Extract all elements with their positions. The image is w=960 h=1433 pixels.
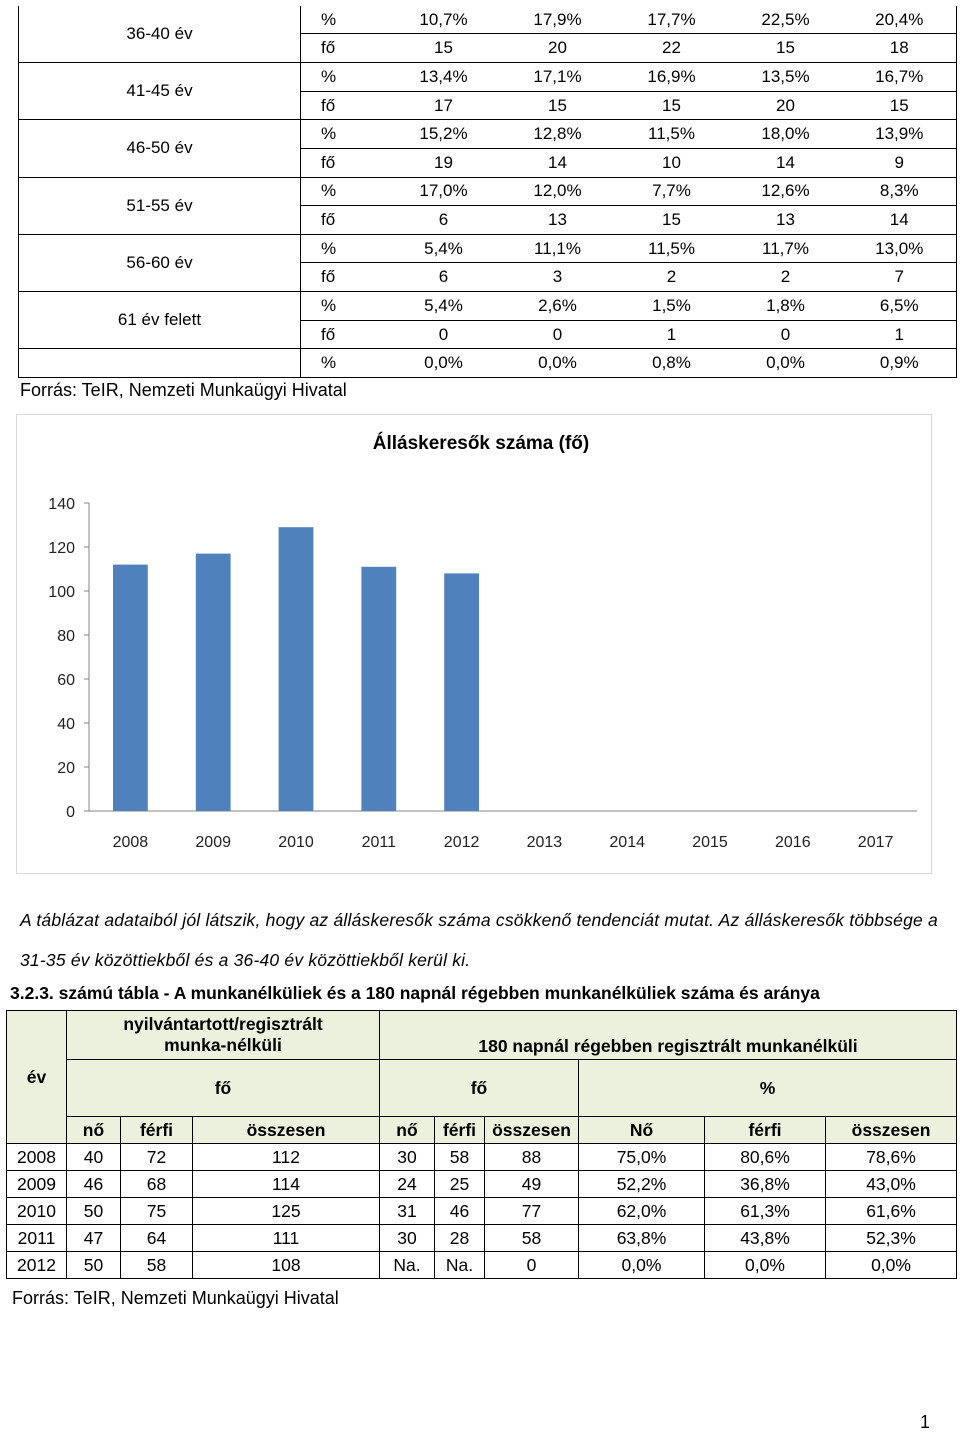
data-cell: 30 bbox=[380, 1144, 435, 1171]
data-cell: 47 bbox=[67, 1225, 121, 1252]
y-tick-label: 40 bbox=[57, 716, 75, 733]
value-cell: 17,0% bbox=[387, 177, 501, 206]
x-tick-label: 2013 bbox=[526, 834, 563, 851]
x-tick-label: 2016 bbox=[775, 834, 811, 851]
y-tick-label: 140 bbox=[48, 496, 75, 513]
job-seekers-chart bbox=[16, 414, 932, 874]
data-cell: 52,3% bbox=[826, 1225, 957, 1252]
value-cell: 12,0% bbox=[501, 177, 615, 206]
long-term-header: 180 napnál régebben regisztrált munkanélküli bbox=[380, 1011, 957, 1060]
value-cell: 20,4% bbox=[843, 6, 957, 34]
value-cell: 20 bbox=[501, 34, 615, 63]
value-cell: 12,8% bbox=[501, 120, 615, 149]
data-cell: 0 bbox=[485, 1252, 579, 1279]
unit-cell: fő bbox=[301, 91, 387, 120]
value-cell: 11,5% bbox=[615, 120, 729, 149]
age-group-label: 56-60 év bbox=[19, 234, 301, 291]
value-cell: 17,9% bbox=[501, 6, 615, 34]
value-cell: 15 bbox=[615, 206, 729, 235]
bar-2010 bbox=[279, 527, 314, 811]
value-cell: 15 bbox=[729, 34, 843, 63]
unemployed-table-source: Forrás: TeIR, Nemzeti Munkaügyi Hivatal bbox=[12, 1288, 339, 1308]
data-cell: 52,2% bbox=[579, 1171, 705, 1198]
value-cell: 10,7% bbox=[387, 6, 501, 34]
value-cell: 2 bbox=[615, 263, 729, 292]
data-cell: Na. bbox=[435, 1252, 485, 1279]
data-cell: 61,6% bbox=[826, 1198, 957, 1225]
age-table-row bbox=[19, 349, 957, 378]
unit-cell: % bbox=[301, 234, 387, 263]
data-cell: 50 bbox=[67, 1198, 121, 1225]
unit-cell: % bbox=[301, 292, 387, 321]
data-cell: 0,0% bbox=[705, 1252, 826, 1279]
value-cell: 15,2% bbox=[387, 120, 501, 149]
table-row bbox=[7, 1198, 957, 1225]
value-cell: 1 bbox=[615, 320, 729, 349]
value-cell: 1 bbox=[843, 320, 957, 349]
data-cell: 62,0% bbox=[579, 1198, 705, 1225]
value-cell: 17,7% bbox=[615, 6, 729, 34]
year-cell: 2008 bbox=[7, 1144, 67, 1171]
value-cell: 0,8% bbox=[615, 349, 729, 378]
value-cell: 12,6% bbox=[729, 177, 843, 206]
column-header: férfi bbox=[435, 1117, 485, 1144]
data-cell: 46 bbox=[435, 1198, 485, 1225]
age-table-row bbox=[19, 234, 957, 263]
value-cell: 20 bbox=[729, 91, 843, 120]
value-cell: 14 bbox=[843, 206, 957, 235]
y-tick-label: 0 bbox=[66, 804, 75, 821]
data-cell: 25 bbox=[435, 1171, 485, 1198]
age-group-label: 51-55 év bbox=[19, 177, 301, 234]
chart-title: Álláskeresők száma (fő) bbox=[372, 433, 590, 454]
x-tick-label: 2011 bbox=[361, 834, 397, 851]
data-cell: 111 bbox=[193, 1225, 380, 1252]
data-cell: 78,6% bbox=[826, 1144, 957, 1171]
registered-header: nyilvántartott/regisztrált munka-nélküli bbox=[67, 1011, 380, 1060]
age-group-label: 61 év felett bbox=[19, 292, 301, 349]
data-cell: 114 bbox=[193, 1171, 380, 1198]
value-cell: 0 bbox=[729, 320, 843, 349]
y-tick-label: 60 bbox=[57, 672, 75, 689]
value-cell: 15 bbox=[615, 91, 729, 120]
value-cell: 14 bbox=[501, 148, 615, 177]
unit-fo-1: fő bbox=[67, 1060, 380, 1117]
column-header: férfi bbox=[705, 1117, 826, 1144]
value-cell: 11,1% bbox=[501, 234, 615, 263]
data-cell: 77 bbox=[485, 1198, 579, 1225]
value-cell: 13,9% bbox=[843, 120, 957, 149]
value-cell: 18,0% bbox=[729, 120, 843, 149]
x-tick-label: 2017 bbox=[857, 834, 894, 851]
bar-2012 bbox=[444, 573, 479, 811]
bar-2008 bbox=[113, 565, 148, 811]
value-cell: 14 bbox=[729, 148, 843, 177]
unit-cell: % bbox=[301, 349, 387, 378]
age-group-table bbox=[18, 6, 956, 378]
analysis-paragraph: A táblázat adataiból jól látszik, hogy az álláskeresők száma csökkenő tendenciát mutat. Az álláskeresők többsége a 31-35 év közöttiekből és a 36-40 év közöttiekből kerül ki. bbox=[20, 910, 938, 970]
year-cell: 2012 bbox=[7, 1252, 67, 1279]
age-group-label: 46-50 év bbox=[19, 120, 301, 177]
x-tick-label: 2014 bbox=[609, 834, 645, 851]
data-cell: 88 bbox=[485, 1144, 579, 1171]
age-table-row bbox=[19, 6, 957, 34]
value-cell: 2,6% bbox=[501, 292, 615, 321]
value-cell: 0 bbox=[387, 320, 501, 349]
value-cell: 15 bbox=[501, 91, 615, 120]
data-cell: 108 bbox=[193, 1252, 380, 1279]
data-cell: 64 bbox=[121, 1225, 193, 1252]
column-header: összesen bbox=[485, 1117, 579, 1144]
value-cell: 1,8% bbox=[729, 292, 843, 321]
unit-cell: fő bbox=[301, 34, 387, 63]
value-cell: 17 bbox=[387, 91, 501, 120]
data-cell: 61,3% bbox=[705, 1198, 826, 1225]
data-cell: 24 bbox=[380, 1171, 435, 1198]
value-cell: 13,4% bbox=[387, 63, 501, 92]
value-cell: 16,9% bbox=[615, 63, 729, 92]
year-cell: 2010 bbox=[7, 1198, 67, 1225]
value-cell: 5,4% bbox=[387, 292, 501, 321]
age-group-table-grid bbox=[18, 6, 957, 378]
value-cell: 5,4% bbox=[387, 234, 501, 263]
data-cell: Na. bbox=[380, 1252, 435, 1279]
data-cell: 68 bbox=[121, 1171, 193, 1198]
y-tick-label: 80 bbox=[57, 628, 75, 645]
data-cell: 36,8% bbox=[705, 1171, 826, 1198]
column-header: férfi bbox=[121, 1117, 193, 1144]
column-header: összesen bbox=[193, 1117, 380, 1144]
value-cell: 8,3% bbox=[843, 177, 957, 206]
data-cell: 58 bbox=[121, 1252, 193, 1279]
unit-percent: % bbox=[579, 1060, 957, 1117]
value-cell: 7 bbox=[843, 263, 957, 292]
y-tick-label: 100 bbox=[48, 584, 75, 601]
value-cell: 15 bbox=[387, 34, 501, 63]
value-cell: 0,0% bbox=[387, 349, 501, 378]
column-header: összesen bbox=[826, 1117, 957, 1144]
value-cell: 16,7% bbox=[843, 63, 957, 92]
unit-cell: fő bbox=[301, 263, 387, 292]
data-cell: 31 bbox=[380, 1198, 435, 1225]
unit-cell: % bbox=[301, 177, 387, 206]
age-table-source: Forrás: TeIR, Nemzeti Munkaügyi Hivatal bbox=[20, 380, 347, 400]
data-cell: 112 bbox=[193, 1144, 380, 1171]
value-cell: 6 bbox=[387, 263, 501, 292]
age-group-label-empty bbox=[19, 349, 301, 378]
value-cell: 10 bbox=[615, 148, 729, 177]
value-cell: 6,5% bbox=[843, 292, 957, 321]
data-cell: 125 bbox=[193, 1198, 380, 1225]
data-cell: 0,0% bbox=[579, 1252, 705, 1279]
data-cell: 0,0% bbox=[826, 1252, 957, 1279]
age-table-row bbox=[19, 292, 957, 321]
column-header: Nő bbox=[579, 1117, 705, 1144]
value-cell: 17,1% bbox=[501, 63, 615, 92]
column-header: nő bbox=[67, 1117, 121, 1144]
age-table-row bbox=[19, 120, 957, 149]
age-group-label: 36-40 év bbox=[19, 6, 301, 63]
page-number: 1 bbox=[919, 1412, 930, 1432]
value-cell: 13 bbox=[501, 206, 615, 235]
unit-fo-2: fő bbox=[380, 1060, 579, 1117]
y-tick-label: 120 bbox=[48, 540, 75, 557]
x-tick-label: 2012 bbox=[443, 834, 480, 851]
table-row bbox=[7, 1171, 957, 1198]
x-tick-label: 2009 bbox=[195, 834, 231, 851]
value-cell: 13,5% bbox=[729, 63, 843, 92]
year-header: év bbox=[7, 1011, 67, 1144]
value-cell: 19 bbox=[387, 148, 501, 177]
value-cell: 9 bbox=[843, 148, 957, 177]
value-cell: 6 bbox=[387, 206, 501, 235]
unemployed-table-grid bbox=[6, 1010, 957, 1279]
table-row bbox=[7, 1252, 957, 1279]
value-cell: 11,7% bbox=[729, 234, 843, 263]
value-cell: 15 bbox=[843, 91, 957, 120]
data-cell: 80,6% bbox=[705, 1144, 826, 1171]
data-cell: 43,0% bbox=[826, 1171, 957, 1198]
value-cell: 0,0% bbox=[501, 349, 615, 378]
x-tick-label: 2010 bbox=[278, 834, 314, 851]
data-cell: 72 bbox=[121, 1144, 193, 1171]
unit-cell: % bbox=[301, 120, 387, 149]
data-cell: 58 bbox=[485, 1225, 579, 1252]
table-row bbox=[7, 1144, 957, 1171]
value-cell: 22 bbox=[615, 34, 729, 63]
age-table-row bbox=[19, 63, 957, 92]
data-cell: 49 bbox=[485, 1171, 579, 1198]
value-cell: 13,0% bbox=[843, 234, 957, 263]
data-cell: 50 bbox=[67, 1252, 121, 1279]
unit-cell: fő bbox=[301, 320, 387, 349]
data-cell: 28 bbox=[435, 1225, 485, 1252]
table-caption: 3.2.3. számú tábla - A munkanélküliek és a 180 napnál régebben munkanélküliek száma és aránya bbox=[10, 983, 820, 1003]
bar-2011 bbox=[361, 567, 396, 811]
data-cell: 58 bbox=[435, 1144, 485, 1171]
value-cell: 3 bbox=[501, 263, 615, 292]
bar-2009 bbox=[196, 554, 231, 811]
data-cell: 75,0% bbox=[579, 1144, 705, 1171]
data-cell: 43,8% bbox=[705, 1225, 826, 1252]
value-cell: 0,9% bbox=[843, 349, 957, 378]
data-cell: 46 bbox=[67, 1171, 121, 1198]
value-cell: 7,7% bbox=[615, 177, 729, 206]
job-seekers-chart-svg bbox=[17, 415, 931, 873]
year-cell: 2009 bbox=[7, 1171, 67, 1198]
unemployed-table bbox=[6, 1010, 956, 1279]
year-cell: 2011 bbox=[7, 1225, 67, 1252]
unit-cell: % bbox=[301, 6, 387, 34]
x-tick-label: 2015 bbox=[692, 834, 728, 851]
data-cell: 30 bbox=[380, 1225, 435, 1252]
data-cell: 40 bbox=[67, 1144, 121, 1171]
value-cell: 22,5% bbox=[729, 6, 843, 34]
unit-cell: fő bbox=[301, 148, 387, 177]
unit-cell: % bbox=[301, 63, 387, 92]
age-table-row bbox=[19, 177, 957, 206]
value-cell: 13 bbox=[729, 206, 843, 235]
age-group-label: 41-45 év bbox=[19, 63, 301, 120]
value-cell: 2 bbox=[729, 263, 843, 292]
unit-cell: fő bbox=[301, 206, 387, 235]
y-tick-label: 20 bbox=[57, 760, 75, 777]
table-row bbox=[7, 1225, 957, 1252]
data-cell: 75 bbox=[121, 1198, 193, 1225]
value-cell: 18 bbox=[843, 34, 957, 63]
data-cell: 63,8% bbox=[579, 1225, 705, 1252]
value-cell: 11,5% bbox=[615, 234, 729, 263]
value-cell: 1,5% bbox=[615, 292, 729, 321]
value-cell: 0 bbox=[501, 320, 615, 349]
column-header: nő bbox=[380, 1117, 435, 1144]
value-cell: 0,0% bbox=[729, 349, 843, 378]
x-tick-label: 2008 bbox=[112, 834, 149, 851]
